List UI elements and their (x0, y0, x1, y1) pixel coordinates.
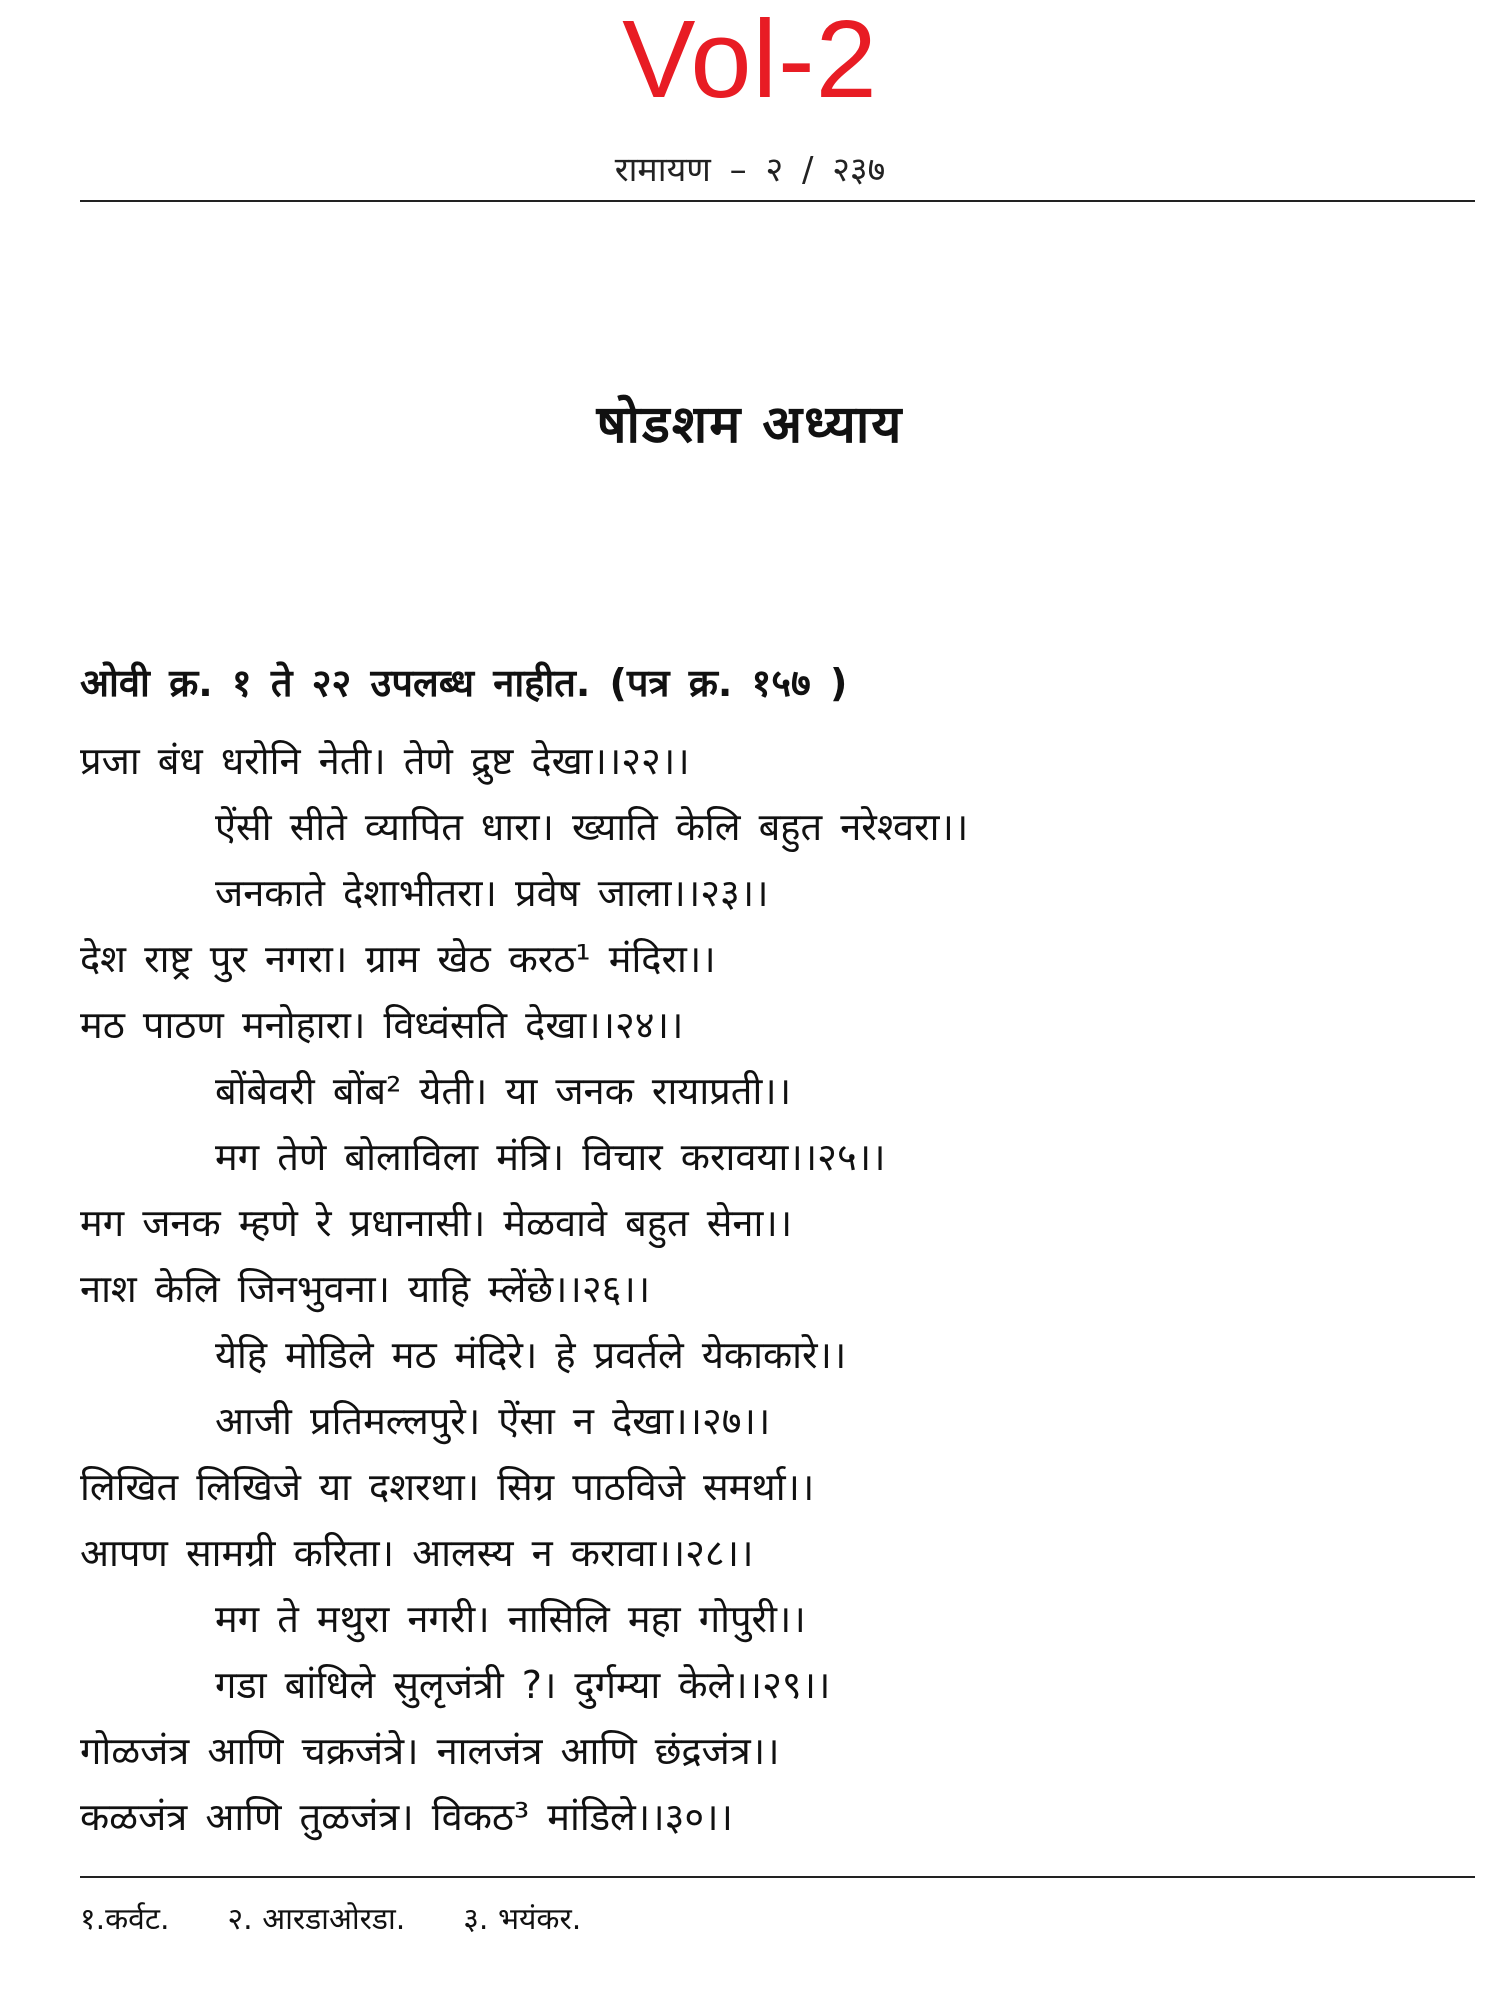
missing-verses-note: ओवी क्र. १ ते २२ उपलब्ध नाहीत. (पत्र क्र. १५७ ) (80, 661, 848, 705)
verse-line: मग जनक म्हणे रे प्रधानासी। मेळवावे बहुत सेना।। (80, 1201, 793, 1245)
verse-line: मग तेणे बोलाविला मंत्रि। विचार करावया।।२५।। (215, 1135, 886, 1179)
verse-line: कळजंत्र आणि तुळजंत्र। विकठ³ मांडिले।।३०।। (80, 1795, 733, 1839)
verse-line: गडा बांधिले सुलृजंत्री ?। दुर्गम्या केले।।२९।। (215, 1663, 831, 1707)
verse-line: प्रजा बंध धरोनि नेती। तेणे द्रुष्ट देखा।।२२।। (80, 739, 690, 783)
verse-list (80, 728, 1480, 1850)
verse-line: आपण सामग्री करिता। आलस्य न करावा।।२८।। (80, 1531, 754, 1575)
verse-line: मठ पाठण मनोहारा। विध्वंसति देखा।।२४।। (80, 1003, 684, 1047)
footnotes (80, 1900, 639, 1940)
verse-line: येहि मोडिले मठ मंदिरे। हे प्रवर्तले येकाकारे।। (215, 1333, 847, 1377)
verse-line: बोंबेवरी बोंब² येती। या जनक रायाप्रती।। (215, 1069, 792, 1113)
header-rule (80, 200, 1475, 202)
running-head: रामायण – २ / २३७ (614, 150, 886, 190)
verse-line: देश राष्ट्र पुर नगरा। ग्राम खेठ करठ¹ मंदिरा।। (80, 937, 716, 981)
verse-line: लिखित लिखिजे या दशरथा। सिग्र पाठविजे समर्था।। (80, 1465, 815, 1509)
footnote-item: ३. भयंकर. (463, 1902, 582, 1937)
verse-line: नाश केलि जिनभुवना। याहि म्लेंछे।।२६।। (80, 1267, 651, 1311)
footnote-item: १.कर्वट. (80, 1902, 170, 1937)
verse-line: गोळजंत्र आणि चक्रजंत्रे। नालजंत्र आणि छंद्रजंत्र।। (80, 1729, 780, 1773)
footnote-item: २. आरडाओरडा. (227, 1902, 406, 1937)
chapter-title: षोडशम अध्याय (596, 395, 904, 455)
volume-label: Vol-2 (622, 0, 878, 121)
verse-line: जनकाते देशाभीतरा। प्रवेष जाला।।२३।। (215, 871, 769, 915)
verse-line: आजी प्रतिमल्लपुरे। ऐंसा न देखा।।२७।। (215, 1399, 771, 1443)
verse-line: ऐंसी सीते व्यापित धारा। ख्याति केलि बहुत नरेश्वरा।। (215, 805, 969, 849)
footnote-rule (80, 1876, 1475, 1878)
verse-line: मग ते मथुरा नगरी। नासिलि महा गोपुरी।। (215, 1597, 806, 1641)
